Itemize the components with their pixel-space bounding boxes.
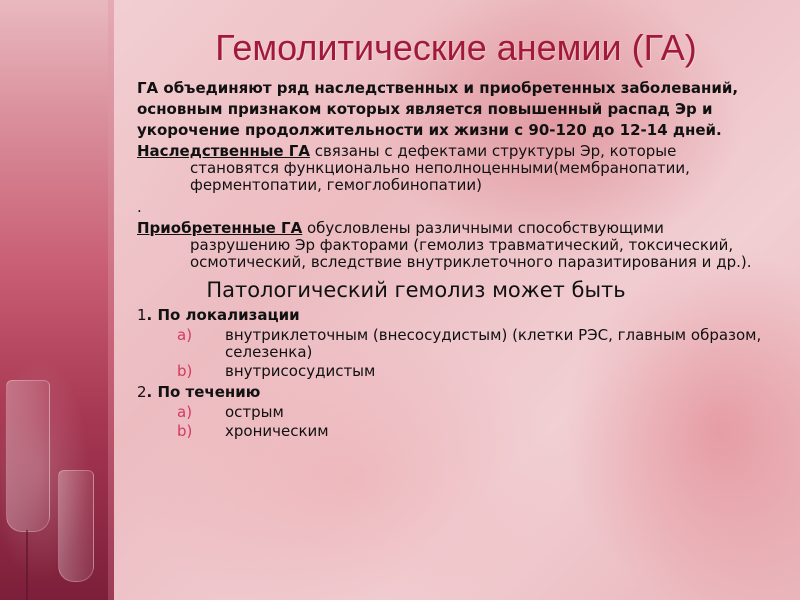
hereditary-paragraph [137, 143, 767, 194]
list-item [137, 423, 767, 440]
list-item [137, 327, 767, 361]
hemolysis-subheading: Патологический гемолиз может быть [206, 278, 626, 302]
group-label: . По локализации [146, 306, 300, 324]
decorative-band-edge [108, 0, 114, 600]
list-item-text: внутриклеточным (внесосудистым) (клетки РЭС, главным образом, селезенка) [225, 326, 762, 361]
list-marker: b) [177, 362, 193, 380]
list-item-text: внутрисосудистым [225, 362, 376, 380]
intro-paragraph-2: основным признаком которых является повышенный распад Эр и [137, 100, 713, 118]
group-localization-heading [137, 305, 767, 325]
group-number: 2 [137, 383, 147, 401]
list-marker: a) [177, 403, 193, 421]
acquired-text: обусловлены различными способствующими разрушению Эр факторами (гемолиз травматический, токсический, осмотический, вследствие внутриклеточного паразитирования и др.). [190, 219, 752, 271]
slide-content [137, 80, 767, 442]
intro-paragraph-3: укорочение продолжительности их жизни с 90-120 до 12-14 дней. [137, 121, 722, 139]
iv-bag-image [6, 380, 50, 532]
decorative-left-band [0, 0, 108, 600]
slide-title: Гемолитические анемии (ГА) [215, 27, 697, 68]
hereditary-text: связаны с дефектами структуры Эр, которые становятся функционально неполноценными(мембранопатии, ферментопатии, гемоглобинопатии) [190, 142, 690, 194]
group-course-heading [137, 382, 767, 402]
list-item [137, 404, 767, 421]
separator-dot: . [137, 198, 142, 216]
group-number: 1 [137, 306, 147, 324]
acquired-paragraph [137, 220, 767, 271]
list-marker: b) [177, 422, 193, 440]
hereditary-term: Наследственные ГА [137, 142, 310, 160]
intro-paragraph-1: ГА объединяют ряд наследственных и приобретенных заболеваний, [137, 79, 739, 97]
list-item-text: острым [225, 403, 284, 421]
acquired-term: Приобретенные ГА [137, 219, 303, 237]
iv-bag-image-secondary [58, 470, 94, 582]
list-item-text: хроническим [225, 422, 329, 440]
list-item [137, 363, 767, 380]
list-marker: a) [177, 326, 193, 344]
iv-tube-image [26, 530, 28, 600]
group-label: . По течению [146, 383, 261, 401]
